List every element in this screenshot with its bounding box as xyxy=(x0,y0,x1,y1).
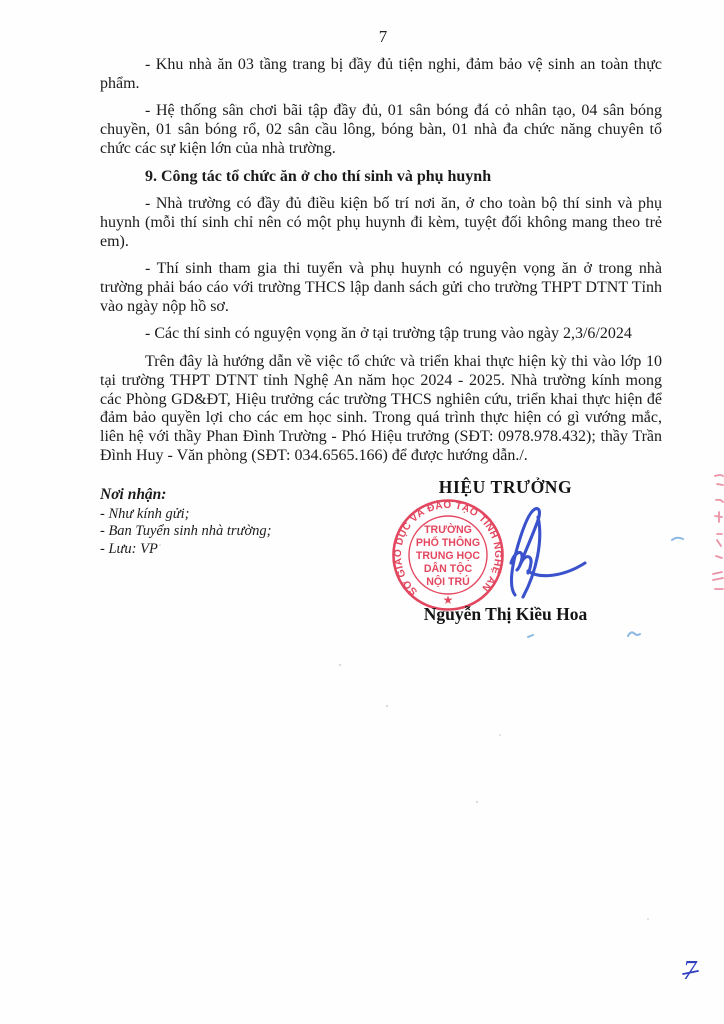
stamp-center-line: TRƯỜNG xyxy=(424,524,472,536)
stamp-center-line: DÂN TỘC xyxy=(423,563,473,575)
section-heading-9: 9. Công tác tổ chức ăn ở cho thí sinh và phụ huynh xyxy=(145,167,492,185)
stamp-ring-text: SỞ GIÁO DỤC VÀ ĐÀO TẠO TỈNH NGHỆ AN xyxy=(392,499,504,597)
red-mark xyxy=(717,534,722,546)
recipients-block xyxy=(100,486,272,558)
blue-mark xyxy=(672,538,683,540)
red-mark xyxy=(715,512,722,522)
recipient-item: - Ban Tuyển sinh nhà trường; xyxy=(100,523,272,540)
signature-scribble xyxy=(475,499,600,604)
red-mark xyxy=(716,556,722,558)
red-mark xyxy=(717,484,723,485)
handwritten-page-number xyxy=(679,955,709,995)
paragraph-closing: Trên đây là hướng dẫn về việc tổ chức và triển khai thực hiện kỳ thi vào lớp 10 tại trường THPT DTNT tỉnh Nghệ An năm học 2024 - 2025. Nhà trường kính mong các Phòng GD&ĐT, Hiệu trưởng các trường THCS nghiên cứu, triển khai thực hiện để đảm bảo quyền lợi cho các em học sinh. Trong quá trình thực hiện có gì vướng mắc, liên hệ với thầy Phan Đình Trường - Phó Hiệu trưởng (SĐT: 0978.978.432); thầy Trần Đình Huy - Văn phòng (SĐT: 034.6565.166) để được hướng dẫn./. xyxy=(100,353,662,464)
recipients-label: Nơi nhận: xyxy=(100,486,167,503)
recipient-item: - Lưu: VP xyxy=(100,540,158,557)
star-icon: ★ xyxy=(442,593,454,607)
paragraph-dining-hall: - Khu nhà ăn 03 tầng trang bị đầy đủ tiện nghi, đảm bảo vệ sinh an toàn thực phẩm. xyxy=(100,56,662,92)
blue-ink-speck xyxy=(526,632,536,640)
red-ink-edge-marks xyxy=(703,468,724,598)
stamp-center-line: TRUNG HỌC xyxy=(415,550,481,562)
signature-stroke xyxy=(511,509,539,595)
signer-name: Nguyễn Thị Kiều Hoa xyxy=(423,604,588,624)
paragraph-accommodation: - Nhà trường có đầy đủ điều kiện bố trí nơi ăn, ở cho toàn bộ thí sinh và phụ huynh (mỗi thí sinh chỉ nên có một phụ huynh đi kèm, tuyệt đối không mang theo trẻ em). xyxy=(100,195,662,250)
seven-cross-stroke xyxy=(683,971,698,974)
blue-ink-speck xyxy=(626,628,642,640)
paragraph-registration: - Thí sinh tham gia thi tuyển và phụ huynh có nguyện vọng ăn ở trong nhà trường phải báo cáo với trường THCS lập danh sách gửi cho trường THPT DTNT Tỉnh vào ngày nộp hồ sơ. xyxy=(100,260,662,315)
red-mark xyxy=(713,572,723,580)
blue-ink-speck xyxy=(670,534,686,544)
document-body xyxy=(100,56,662,474)
stamp-center-line: PHỔ THÔNG xyxy=(415,537,481,549)
page-number-top: 7 xyxy=(378,27,388,46)
blue-mark xyxy=(528,635,533,637)
blue-mark xyxy=(628,632,640,636)
recipient-item: - Như kính gửi; xyxy=(100,505,190,522)
handwritten-digit: 7 xyxy=(683,955,697,985)
signature-title: HIỆU TRƯỞNG xyxy=(438,477,573,497)
stamp-center-line: NỘI TRÚ xyxy=(426,576,470,588)
paragraph-gathering-date: - Các thí sinh có nguyện vọng ăn ở tại trường tập trung vào ngày 2,3/6/2024 xyxy=(145,325,632,343)
paragraph-sports-facilities: - Hệ thống sân chơi bãi tập đầy đủ, 01 sân bóng đá cỏ nhân tạo, 04 sân bóng chuyền, 01 sân bóng rổ, 02 sân cầu lông, bóng bàn, 01 nhà đa chức năng chuyên tổ chức các sự kiện lớn của nhà trường. xyxy=(100,102,662,157)
red-mark xyxy=(716,500,723,502)
red-mark xyxy=(715,475,723,476)
